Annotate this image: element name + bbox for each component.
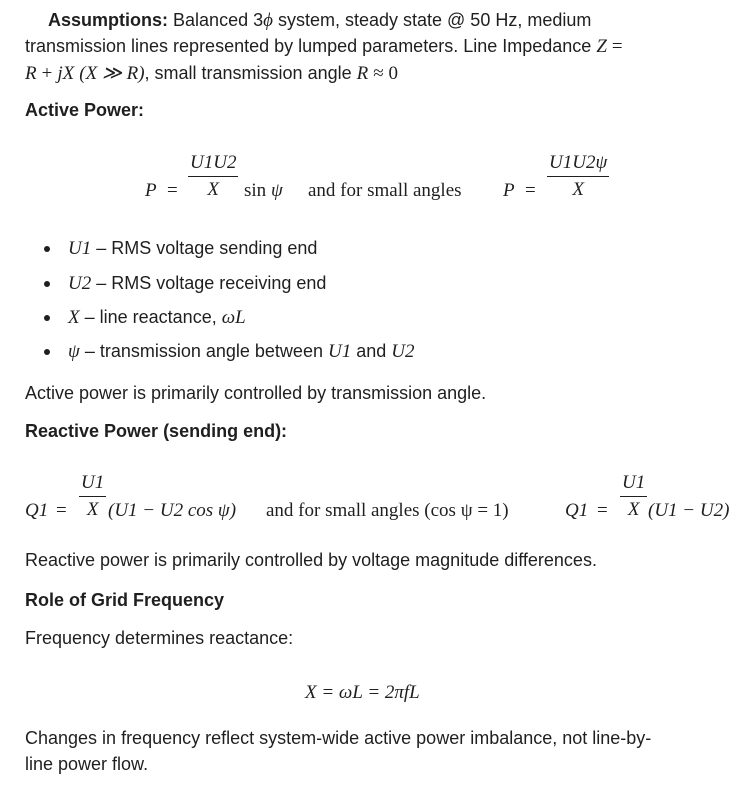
x-much-greater-r: (X ≫ R): [79, 63, 145, 84]
bullet-and: and: [356, 341, 387, 361]
list-item: [68, 238, 317, 260]
resistance-symbol: R: [25, 63, 37, 84]
list-item: [68, 341, 415, 363]
fraction-numerator: U1: [79, 472, 106, 497]
grid-frequency-heading: Role of Grid Frequency: [25, 590, 225, 610]
small-angles-text: and for small angles (cos ψ = 1): [266, 500, 509, 521]
bullet-math-tail: ωL: [221, 307, 246, 328]
bullet-symbol: U1: [68, 238, 92, 259]
reactance-formula: X = ωL = 2πfL: [305, 682, 420, 703]
reactance-term: jX: [57, 63, 75, 84]
list-item: [68, 273, 326, 295]
assumptions-text-2: system, steady state @ 50 Hz, medium: [277, 10, 592, 30]
fraction-numerator-small: U1U2ψ: [547, 152, 609, 177]
active-power-fraction-small: [547, 152, 609, 201]
sin-function: [244, 180, 283, 202]
fraction-denominator: X: [207, 179, 220, 200]
voltage-difference-expression: (U1 − U2 cos ψ): [108, 500, 237, 521]
grid-frequency-intro: Frequency determines reactance:: [25, 628, 294, 648]
fraction-denominator-small: X: [572, 179, 584, 200]
active-power-fraction: [188, 152, 238, 201]
reactive-power-heading: Reactive Power (sending end):: [25, 421, 288, 441]
bullet-dot: [44, 349, 50, 355]
bullet-math-u1: U1: [327, 341, 352, 362]
small-angle-text: , small transmission angle: [144, 63, 352, 83]
bullet-symbol: X: [68, 307, 80, 328]
psi-symbol: ψ: [270, 180, 283, 201]
assumptions-label: Assumptions:: [48, 10, 169, 30]
formula-p-small: P: [503, 180, 515, 201]
approx-zero: ≈ 0: [373, 63, 398, 84]
fraction-numerator: U1U2: [188, 152, 238, 177]
list-item: [68, 307, 246, 329]
assumptions-text-1: Balanced 3: [173, 10, 264, 30]
reactive-power-note: Reactive power is primarily controlled by voltage magnitude differences.: [25, 550, 597, 570]
small-angles-text: and for small angles: [308, 180, 462, 201]
formula-q1: Q1: [25, 500, 49, 521]
bullet-dot: [44, 281, 50, 287]
fraction-denominator-small: X: [627, 499, 640, 520]
bullet-text: – RMS voltage receiving end: [96, 273, 327, 293]
assumptions-line-2: [25, 36, 623, 58]
formula-equals: =: [56, 500, 67, 521]
equals-sign: =: [611, 36, 623, 57]
bullet-symbol: U2: [68, 273, 92, 294]
assumptions-line-3: [25, 62, 398, 85]
plus-sign: +: [41, 63, 53, 84]
active-power-heading: Active Power:: [25, 100, 145, 120]
assumptions-line-1: [48, 10, 591, 32]
bullet-text: – RMS voltage sending end: [96, 238, 318, 258]
closing-line-2: line power flow.: [25, 754, 149, 774]
impedance-symbol: Z: [596, 36, 607, 57]
assumptions-line2-text: transmission lines represented by lumped parameters. Line Impedance: [25, 36, 592, 56]
reactive-power-fraction-small: [620, 472, 647, 521]
bullet-dot: [44, 246, 50, 252]
reactive-power-fraction: [79, 472, 106, 521]
clipped-expression-container: [648, 496, 756, 526]
bullet-math-u2: U2: [391, 341, 415, 362]
sin-label: sin: [244, 180, 267, 201]
bullet-symbol: ψ: [68, 341, 80, 362]
formula-equals-small: =: [597, 500, 608, 521]
bullet-text: – line reactance,: [84, 307, 217, 327]
voltage-difference-small: (U1 − U2): [648, 500, 730, 521]
phi-symbol: ϕ: [263, 10, 273, 31]
formula-q1-small: Q1: [565, 500, 589, 521]
formula-equals-small: =: [525, 180, 536, 201]
bullet-dot: [44, 315, 50, 321]
closing-line-1: Changes in frequency reflect system-wide active power imbalance, not line-by-: [25, 728, 652, 748]
active-power-note: Active power is primarily controlled by transmission angle.: [25, 383, 487, 403]
formula-p: P: [145, 180, 157, 201]
bullet-text: – transmission angle between: [84, 341, 323, 361]
resistance-symbol-2: R: [356, 63, 369, 84]
formula-equals: =: [167, 180, 178, 201]
fraction-denominator: X: [86, 499, 99, 520]
fraction-numerator-small: U1: [620, 472, 647, 497]
